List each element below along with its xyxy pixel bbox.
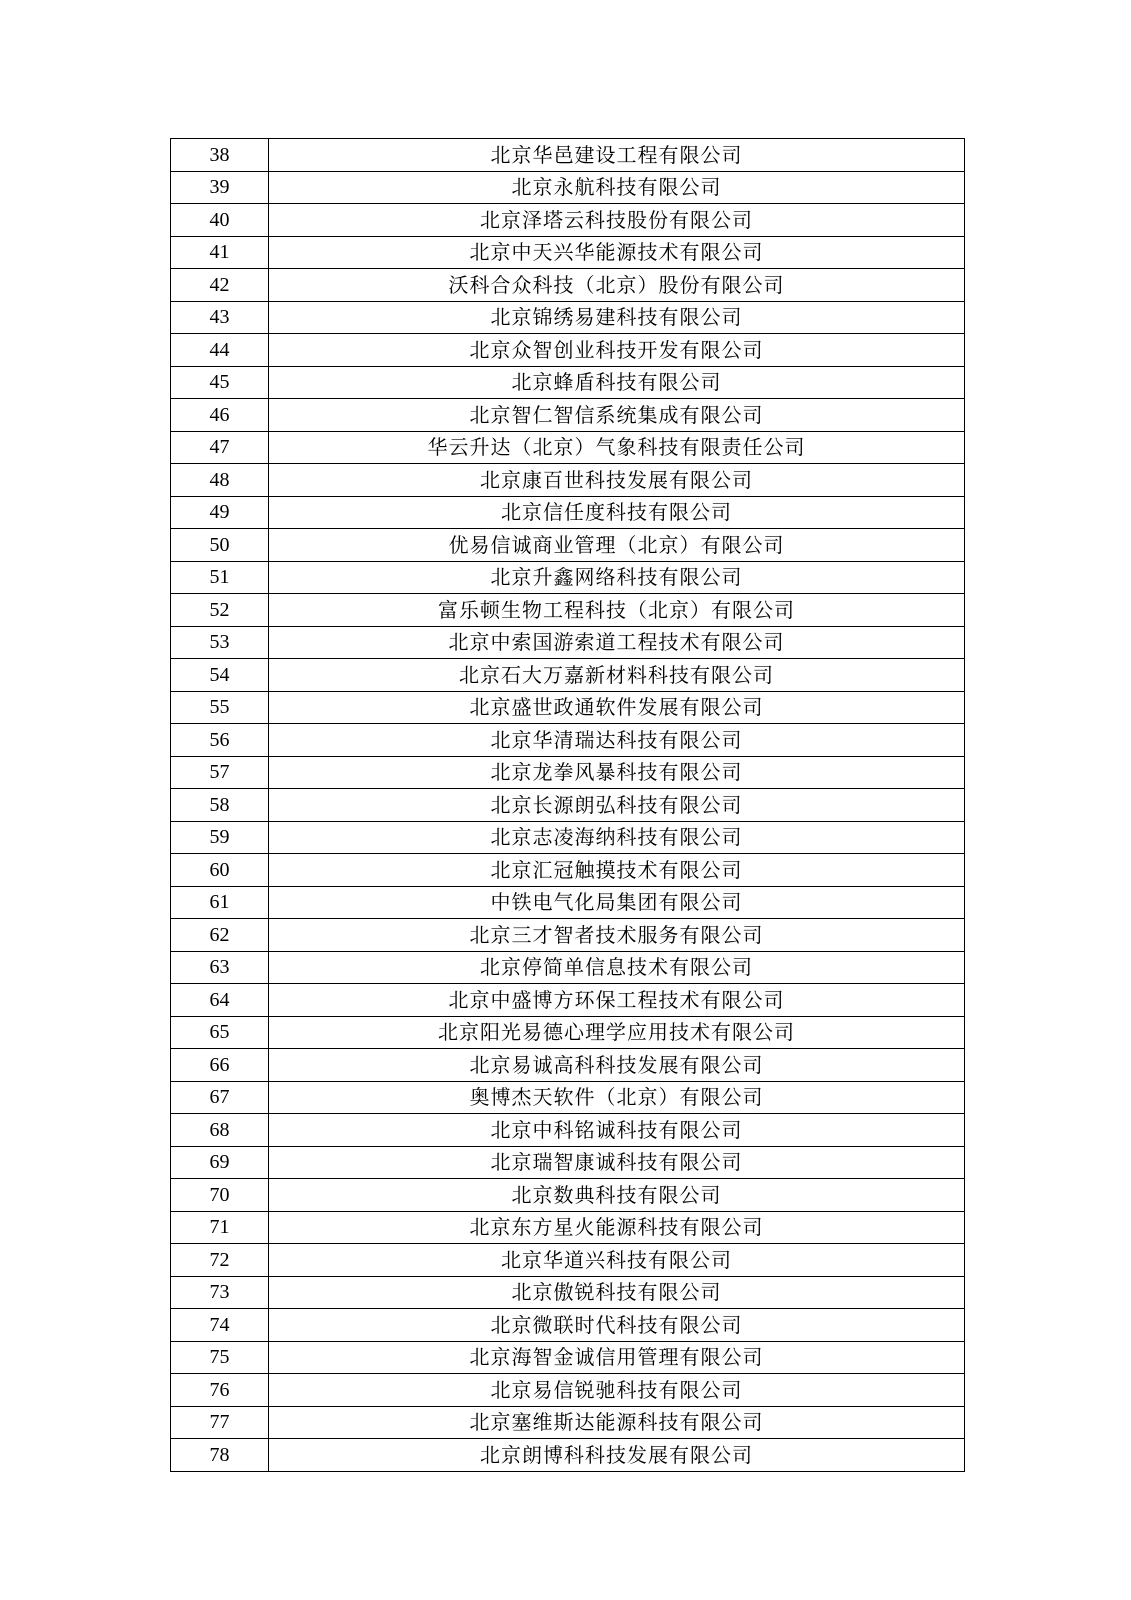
company-name: 北京盛世政通软件发展有限公司: [269, 691, 965, 724]
table-row: [171, 1406, 965, 1439]
company-name: 北京阳光易德心理学应用技术有限公司: [269, 1016, 965, 1049]
row-number: 68: [171, 1114, 269, 1147]
company-name: 北京华道兴科技有限公司: [269, 1244, 965, 1277]
table-row: [171, 594, 965, 627]
table-row: [171, 626, 965, 659]
row-number: 41: [171, 236, 269, 269]
company-name: 北京傲锐科技有限公司: [269, 1276, 965, 1309]
table-row: [171, 1211, 965, 1244]
company-name: 北京龙拳风暴科技有限公司: [269, 756, 965, 789]
table-row: [171, 431, 965, 464]
table-row: [171, 334, 965, 367]
row-number: 58: [171, 789, 269, 822]
row-number: 70: [171, 1179, 269, 1212]
table-row: [171, 1179, 965, 1212]
company-name: 北京石大万嘉新材料科技有限公司: [269, 659, 965, 692]
table-row: [171, 236, 965, 269]
table-row: [171, 1439, 965, 1472]
row-number: 62: [171, 919, 269, 952]
row-number: 57: [171, 756, 269, 789]
company-name: 北京朗博科科技发展有限公司: [269, 1439, 965, 1472]
company-list-table: [170, 138, 965, 1472]
table-row: [171, 1049, 965, 1082]
row-number: 42: [171, 269, 269, 302]
row-number: 67: [171, 1081, 269, 1114]
company-name: 北京停简单信息技术有限公司: [269, 951, 965, 984]
row-number: 72: [171, 1244, 269, 1277]
row-number: 45: [171, 366, 269, 399]
row-number: 50: [171, 529, 269, 562]
company-name: 北京中天兴华能源技术有限公司: [269, 236, 965, 269]
company-name: 北京升鑫网络科技有限公司: [269, 561, 965, 594]
company-list-body: [171, 139, 965, 1472]
row-number: 52: [171, 594, 269, 627]
table-row: [171, 886, 965, 919]
table-row: [171, 854, 965, 887]
company-name: 北京永航科技有限公司: [269, 171, 965, 204]
table-row: [171, 789, 965, 822]
row-number: 55: [171, 691, 269, 724]
row-number: 49: [171, 496, 269, 529]
row-number: 46: [171, 399, 269, 432]
row-number: 54: [171, 659, 269, 692]
table-row: [171, 171, 965, 204]
company-name: 优易信诚商业管理（北京）有限公司: [269, 529, 965, 562]
company-name: 北京智仁智信系统集成有限公司: [269, 399, 965, 432]
row-number: 63: [171, 951, 269, 984]
company-name: 中铁电气化局集团有限公司: [269, 886, 965, 919]
row-number: 78: [171, 1439, 269, 1472]
row-number: 77: [171, 1406, 269, 1439]
row-number: 43: [171, 301, 269, 334]
table-row: [171, 464, 965, 497]
company-name: 北京易诚高科科技发展有限公司: [269, 1049, 965, 1082]
company-name: 富乐顿生物工程科技（北京）有限公司: [269, 594, 965, 627]
company-name: 北京瑞智康诚科技有限公司: [269, 1146, 965, 1179]
row-number: 39: [171, 171, 269, 204]
row-number: 53: [171, 626, 269, 659]
company-name: 奥博杰天软件（北京）有限公司: [269, 1081, 965, 1114]
company-name: 北京华邑建设工程有限公司: [269, 139, 965, 172]
row-number: 69: [171, 1146, 269, 1179]
table-row: [171, 659, 965, 692]
table-row: [171, 821, 965, 854]
table-row: [171, 561, 965, 594]
row-number: 51: [171, 561, 269, 594]
table-row: [171, 984, 965, 1017]
table-row: [171, 1341, 965, 1374]
table-row: [171, 1016, 965, 1049]
table-row: [171, 399, 965, 432]
table-row: [171, 1146, 965, 1179]
row-number: 60: [171, 854, 269, 887]
table-row: [171, 756, 965, 789]
company-name: 华云升达（北京）气象科技有限责任公司: [269, 431, 965, 464]
table-row: [171, 1114, 965, 1147]
row-number: 71: [171, 1211, 269, 1244]
row-number: 76: [171, 1374, 269, 1407]
company-name: 北京易信锐驰科技有限公司: [269, 1374, 965, 1407]
table-row: [171, 269, 965, 302]
table-row: [171, 951, 965, 984]
company-name: 北京东方星火能源科技有限公司: [269, 1211, 965, 1244]
company-name: 北京康百世科技发展有限公司: [269, 464, 965, 497]
row-number: 56: [171, 724, 269, 757]
company-name: 北京中索国游索道工程技术有限公司: [269, 626, 965, 659]
table-row: [171, 724, 965, 757]
company-name: 北京微联时代科技有限公司: [269, 1309, 965, 1342]
table-row: [171, 204, 965, 237]
table-row: [171, 1309, 965, 1342]
table-row: [171, 301, 965, 334]
table-row: [171, 691, 965, 724]
company-name: 沃科合众科技（北京）股份有限公司: [269, 269, 965, 302]
company-name: 北京华清瑞达科技有限公司: [269, 724, 965, 757]
row-number: 61: [171, 886, 269, 919]
table-row: [171, 139, 965, 172]
company-name: 北京汇冠触摸技术有限公司: [269, 854, 965, 887]
table-row: [171, 1244, 965, 1277]
row-number: 66: [171, 1049, 269, 1082]
row-number: 40: [171, 204, 269, 237]
row-number: 47: [171, 431, 269, 464]
table-row: [171, 496, 965, 529]
company-name: 北京中科铭诚科技有限公司: [269, 1114, 965, 1147]
row-number: 44: [171, 334, 269, 367]
company-name: 北京众智创业科技开发有限公司: [269, 334, 965, 367]
company-name: 北京三才智者技术服务有限公司: [269, 919, 965, 952]
row-number: 64: [171, 984, 269, 1017]
company-name: 北京海智金诚信用管理有限公司: [269, 1341, 965, 1374]
company-name: 北京信任度科技有限公司: [269, 496, 965, 529]
company-name: 北京志凌海纳科技有限公司: [269, 821, 965, 854]
company-name: 北京塞维斯达能源科技有限公司: [269, 1406, 965, 1439]
row-number: 48: [171, 464, 269, 497]
table-row: [171, 366, 965, 399]
company-name: 北京锦绣易建科技有限公司: [269, 301, 965, 334]
company-name: 北京数典科技有限公司: [269, 1179, 965, 1212]
row-number: 65: [171, 1016, 269, 1049]
table-row: [171, 1374, 965, 1407]
table-row: [171, 529, 965, 562]
row-number: 59: [171, 821, 269, 854]
row-number: 74: [171, 1309, 269, 1342]
table-row: [171, 1081, 965, 1114]
company-name: 北京蜂盾科技有限公司: [269, 366, 965, 399]
row-number: 38: [171, 139, 269, 172]
row-number: 73: [171, 1276, 269, 1309]
table-row: [171, 1276, 965, 1309]
table-row: [171, 919, 965, 952]
company-name: 北京泽塔云科技股份有限公司: [269, 204, 965, 237]
row-number: 75: [171, 1341, 269, 1374]
company-name: 北京中盛博方环保工程技术有限公司: [269, 984, 965, 1017]
company-name: 北京长源朗弘科技有限公司: [269, 789, 965, 822]
